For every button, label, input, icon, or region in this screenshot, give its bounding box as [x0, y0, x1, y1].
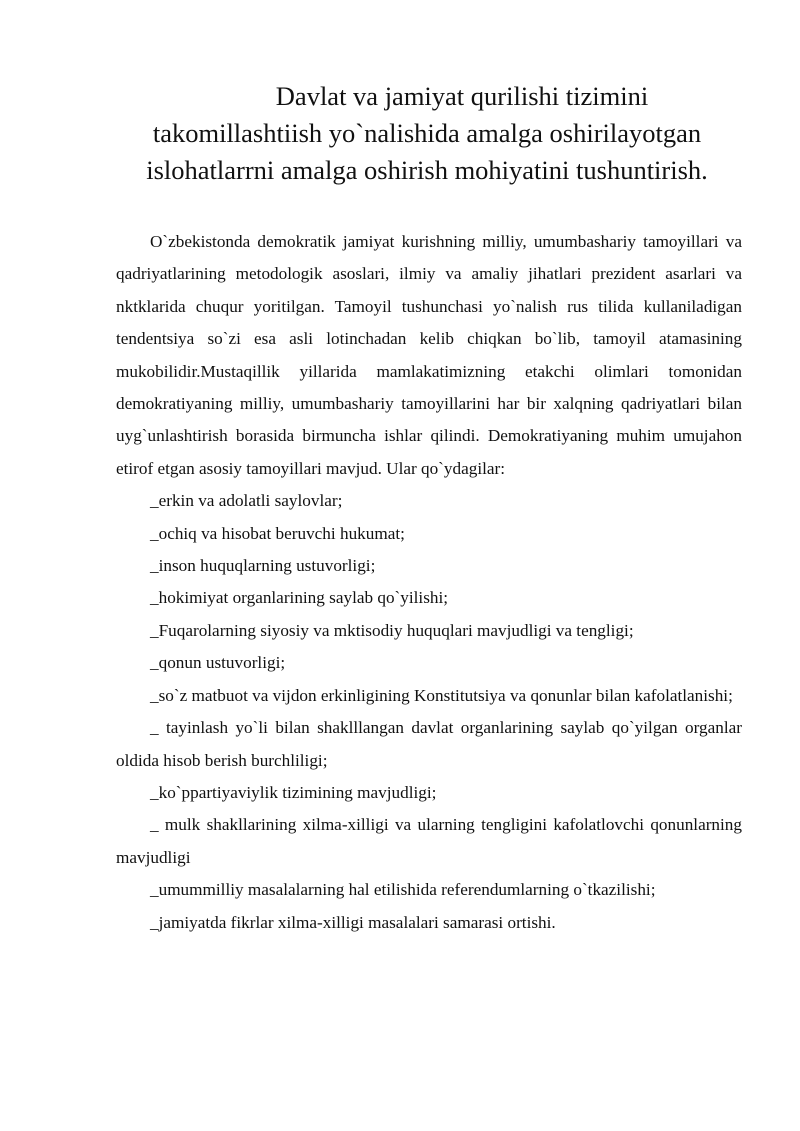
principle-item: _erkin va adolatli saylovlar;	[150, 491, 343, 511]
title-line-3: islohatlarrni amalga oshirish mohiyatini tushuntirish.	[146, 155, 708, 185]
principle-item: _so`z matbuot va vijdon erkinligining Konstitutsiya va qonunlar bilan kafolatlanishi;	[150, 685, 733, 705]
principle-item: _jamiyatda fikrlar xilma-xilligi masalalari samarasi ortishi.	[150, 912, 556, 932]
principle-item: _ mulk shakllarining xilma-xilligi va ularning tengligini kafolatlovchi qonunlarning mavjudligi	[116, 815, 742, 867]
principle-item: _ko`ppartiyaviylik tizimining mavjudligi;	[150, 782, 437, 802]
principle-item: _ tayinlash yo`li bilan shaklllangan davlat organlarining saylab qo`yilgan organlar oldida hisob berish burchliligi;	[116, 718, 742, 770]
principle-item: _qonun ustuvorligi;	[150, 653, 286, 673]
principle-item: _hokimiyat organlarining saylab qo`yilishi;	[150, 588, 449, 608]
principle-item: _inson huquqlarning ustuvorligi;	[150, 556, 376, 576]
intro-paragraph: O`zbekistonda demokratik jamiyat kurishning milliy, umumbashariy tamoyillari va qadriyatlarining metodologik asoslari, ilmiy va amaliy jihatlari prezident asarlari va nktklarida chuqur yoritilgan. Tamoyil tushunchasi yo`nalish rus tilida kullaniladigan tendentsiya so`zi esa asli lotinchadan kelib chiqkan bo`lib, tamoyil atamasining mukobilidir.Mustaqillik yillarida mamlakatimizning etakchi olimlari tomonidan demokratiyaning milliy, umumbashariy tamoyillarini har bir xalqning qadriyatlari bilan uyg`unlashtirish borasida birmuncha ishlar qilindi. Demokratiyaning muhim umujahon etirof etgan asosiy tamoyillari mavjud. Ular qo`ydagilar:	[116, 232, 742, 478]
principle-item: _umummilliy masalalarning hal etilishida referendumlarning o`tkazilishi;	[150, 880, 656, 900]
principle-item: _Fuqarolarning siyosiy va mktisodiy huquqlari mavjudligi va tengligi;	[150, 620, 634, 640]
principle-item: _ochiq va hisobat beruvchi hukumat;	[150, 523, 405, 543]
document-title	[96, 78, 758, 189]
title-line-1: Davlat va jamiyat qurilishi tizimini	[275, 81, 649, 111]
title-line-2: takomillashtiish yo`nalishida amalga oshirilayotgan	[152, 118, 702, 148]
document-body	[116, 226, 742, 939]
